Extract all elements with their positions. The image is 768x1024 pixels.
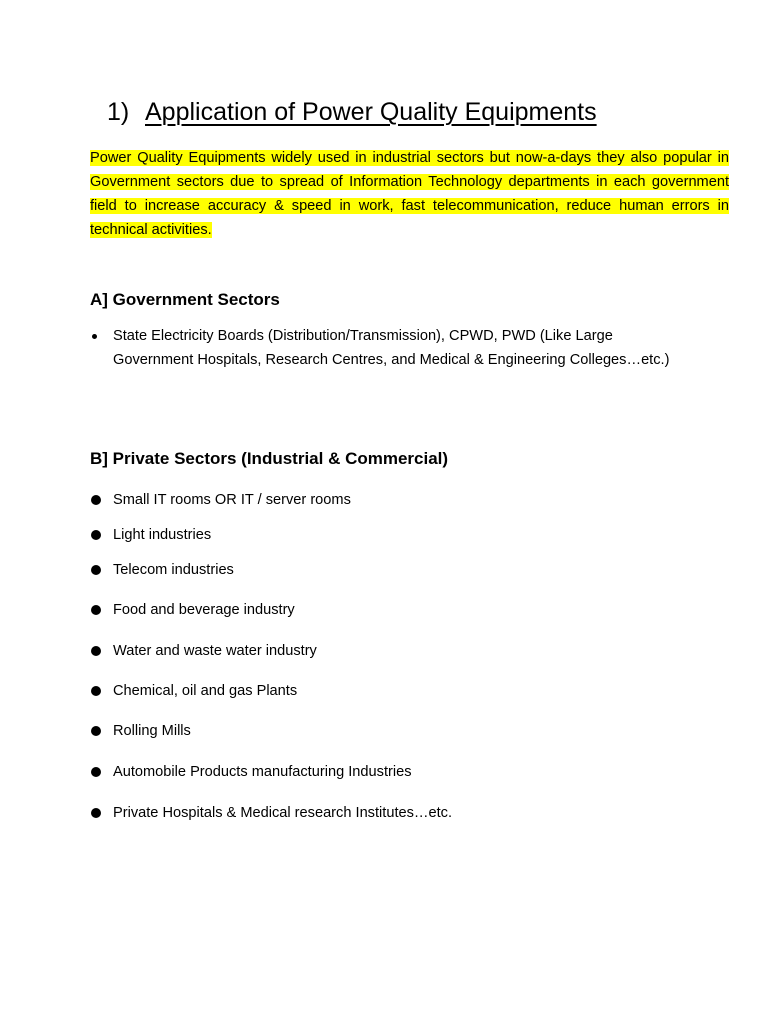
bullet-icon	[91, 767, 101, 777]
bullet-icon	[91, 605, 101, 615]
list-item-text: Water and waste water industry	[113, 643, 317, 659]
list-item-text: Chemical, oil and gas Plants	[113, 683, 298, 699]
bullet-icon	[91, 565, 101, 575]
bullet-icon	[91, 808, 101, 818]
bullet-icon	[91, 686, 101, 696]
bullet-icon	[91, 495, 101, 505]
list-item-text: Food and beverage industry	[113, 602, 295, 618]
intro-highlighted-text: Power Quality Equipments widely used in industrial sectors but now-a-days they also popular in Government sectors due to spread of Information Technology departments in each government field to increase accuracy & speed in work, fast telecommunication, reduce human errors in technical activities.	[90, 150, 729, 238]
list-item	[90, 324, 690, 372]
page-title	[107, 94, 597, 130]
bullet-icon	[91, 530, 101, 540]
list-item-text: Telecom industries	[113, 562, 234, 578]
section-b-heading: B] Private Sectors (Industrial & Commercial)	[90, 449, 449, 468]
bullet-icon	[92, 334, 97, 339]
bullet-icon	[91, 646, 101, 656]
list-item-text: Automobile Products manufacturing Industries	[113, 764, 412, 780]
list-item-text: Private Hospitals & Medical research Institutes…etc.	[113, 805, 453, 821]
title-number: 1)	[107, 98, 130, 126]
bullet-icon	[91, 726, 101, 736]
government-sectors-list	[90, 324, 690, 372]
intro-paragraph	[90, 146, 729, 242]
list-item-text: State Electricity Boards (Distribution/Transmission), CPWD, PWD (Like Large Government Hospitals, Research Centres, and Medical & Engineering Colleges…etc.)	[113, 328, 670, 368]
title-text: Application of Power Quality Equipments	[145, 98, 597, 126]
list-item-text: Small IT rooms OR IT / server rooms	[113, 492, 351, 508]
list-item-text: Rolling Mills	[113, 723, 191, 739]
list-item-text: Light industries	[113, 527, 212, 543]
section-a-heading: A] Government Sectors	[90, 290, 280, 309]
